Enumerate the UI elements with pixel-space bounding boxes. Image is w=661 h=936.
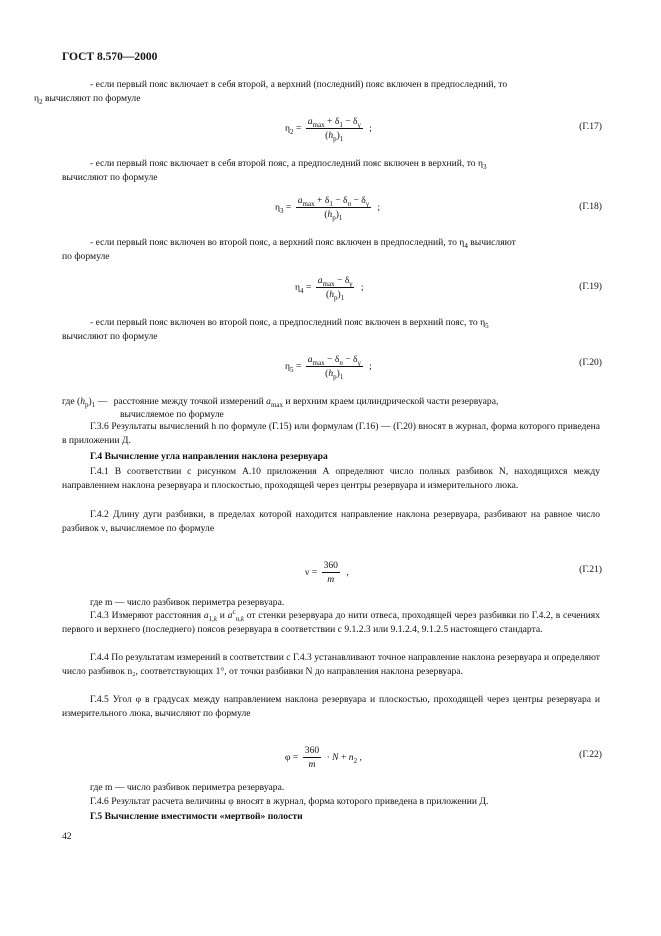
eq-number-g22: (Г.22) — [579, 749, 602, 760]
where-m-definition-2: где m — число разбивок периметра резервуара. — [90, 782, 285, 793]
paragraph-g43: Г.4.3 Измеряют расстояния $a_{1,k}$ и $a^c_{n,k}$ от стенки резервуара до нити отвеса, проходящей через разбивки по Г.4.2, в сечениях первого и верхнего (последнего) поясов резервуара в соответствии с 9.1.2.3 или 9.1.2.4, 9.1.2.5 настоящего стандарта. — [62, 607, 601, 635]
formula-g17: $\eta_2$ = $\frac{a_{max} + \delta_1 - \delta_\gamma}{(h_p)_1}$ ; — [285, 116, 372, 143]
eq-number-g21: (Г.21) — [579, 564, 602, 575]
paragraph-g46: Г.4.6 Результат расчета величины φ вносят в журнал, форма которого приведена в приложении Д. — [90, 796, 489, 807]
eq-number-g18: (Г.18) — [579, 201, 602, 212]
eq-number-g19: (Г.19) — [579, 281, 602, 292]
page-number: 42 — [62, 831, 72, 842]
eq-number-g17: (Г.17) — [579, 121, 602, 132]
where-hp-line2: вычисляемое по формуле — [120, 409, 224, 420]
formula-g21: ν = $\frac{360}{m}$ , — [305, 560, 349, 585]
paragraph-g41: Г.4.1 В соответствии с рисунком А.10 приложения А определяют число полных разбивок N, находящихся между направлением наклона резервуара и плоскостью, проходящей через центры резервуара и измерительного люка. — [62, 466, 600, 491]
formula-g19: $\eta_4$ = $\frac{a_{max} - \delta_\gamma}{(h_p)_1}$ ; — [295, 275, 364, 302]
paragraph-g36: Г.3.6 Результаты вычислений h по формуле (Г.15) или формулам (Г.16) — (Г.20) вносят в журнал, форма которого приведена в приложении Д. — [62, 421, 600, 446]
paragraph-g42: Г.4.2 Длину дуги разбивки, в пределах которой находится направление наклона резервуара, разбивают на равное число разбивок ν, вычисляемое по формуле — [62, 509, 600, 534]
section-heading-g4: Г.4 Вычисление угла направления наклона резервуара — [90, 451, 328, 462]
paragraph-g18: - если первый пояс включает в себя второй пояс, а предпоследний пояс включен в верхний, то $\eta_3$ вычисляют по формуле — [62, 158, 487, 183]
where-m-definition-1: где m — число разбивок периметра резервуара. — [90, 597, 285, 608]
document-header: ГОСТ 8.570—2000 — [62, 51, 158, 63]
where-hp-definition: где $(h_p)_1$ — расстояние между точкой измерений $a_{max}$ и верхним краем цилиндрической части резервуара, — [62, 396, 499, 409]
paragraph-g19: - если первый пояс включен во второй пояс, а верхний пояс включен в предпоследний, то $\eta_4$ вычисляют по формуле — [62, 237, 516, 262]
formula-g18: $\eta_3$ = $\frac{a_{max} + \delta_1 - \delta_n - \delta_\gamma}{(h_p)_1}$ ; — [275, 195, 380, 222]
eq-number-g20: (Г.20) — [579, 357, 602, 368]
formula-g20: $\eta_5$ = $\frac{a_{max} - \delta_n - \delta_\gamma}{(h_p)_1}$ ; — [285, 354, 372, 381]
paragraph-g17: - если первый пояс включает в себя второй, а верхний (последний) пояс включен в предпоследний, то $\eta_2$ вычисляют по формуле — [34, 79, 508, 106]
paragraph-g45: Г.4.5 Угол φ в градусах между направлением наклона резервуара и плоскостью, проходящей через центры резервуара и измерительного люка, вычисляют по формуле — [62, 694, 600, 719]
formula-g22: φ = $\frac{360}{m}$ · $N + n_2$ , — [285, 745, 362, 770]
paragraph-g44: Г.4.4 По результатам измерений в соответствии с Г.4.3 устанавливают точное направление наклона резервуара и определяют число разбивок n₂, соответствующих 1°, от точки разбивки N до направления наклона резервуара. — [62, 652, 600, 677]
section-heading-g5: Г.5 Вычисление вместимости «мертвой» полости — [90, 811, 303, 822]
paragraph-g20: - если первый пояс включен во второй пояс, а предпоследний пояс включен в верхний пояс, то $\eta_5$ вычисляют по формуле — [62, 317, 489, 342]
